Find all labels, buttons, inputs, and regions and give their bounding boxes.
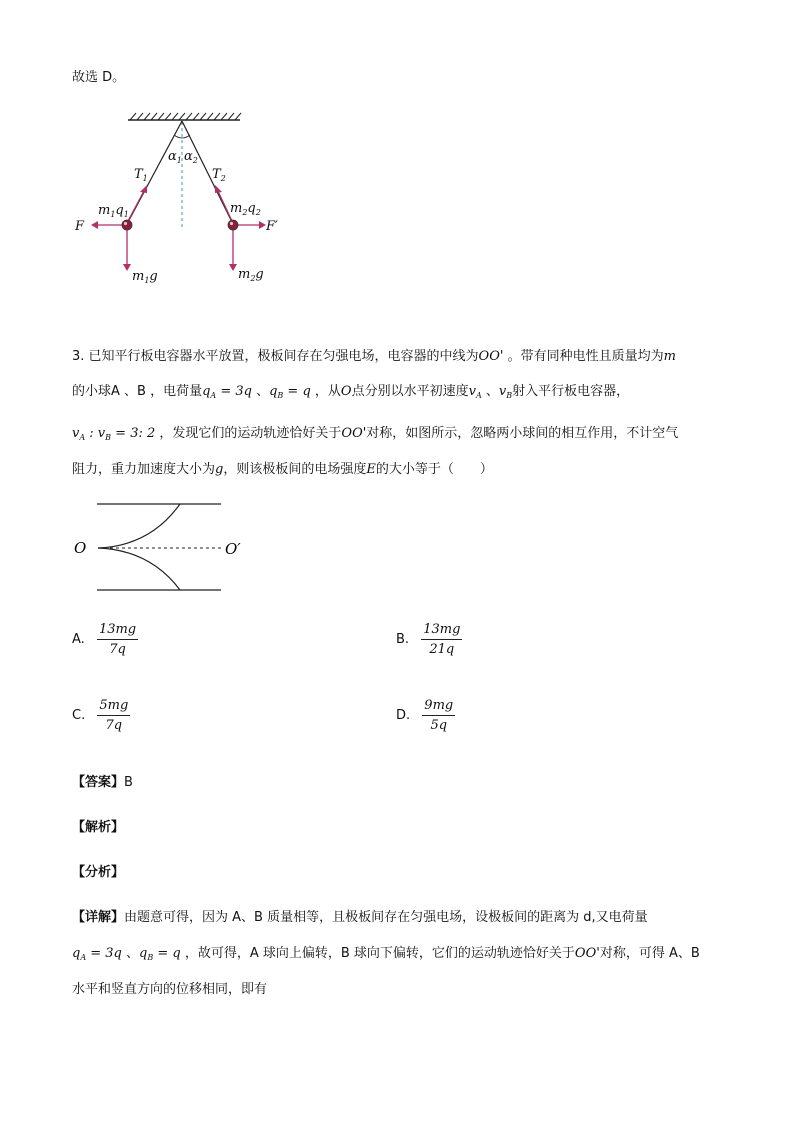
analysis-tag: 【解析】 [72,820,125,835]
label-O: O [74,539,87,557]
option-d-fraction: $\frac{9mg}{5q}$ [424,698,454,733]
option-c-fraction: $\frac{5mg}{7q}$ [99,698,129,733]
trajectory-B [98,548,180,590]
option-d-label: D. [396,708,411,723]
label-F-prime: F′ [266,219,278,234]
label-T2: $T_2$ [212,167,226,183]
capacitor-figure [70,498,260,598]
detail-line-1: 【详解】由题意可得，因为 A、B 质量相等，且极板间存在匀强电场，设极板间的距离为 d,又电荷量 [72,910,648,925]
gravity-arrowhead-1 [123,264,131,271]
ball-1-highlight [124,222,127,225]
option-b-label: B. [396,632,410,647]
ceiling [128,113,241,120]
question-line-2: 的小球A 、B ，电荷量$q_A = 3q$ 、$q_B = q$ ，从O点分别以水平初速度$v_A$ 、$v_B$射入平行板电容器， [72,384,630,400]
label-m1g: $m_1g$ [132,269,158,285]
question-line-3: $v_A$ : $v_B = 3$: 2 ，发现它们的运动轨迹恰好关于OO'对称，如图所示，忽略两小球间的相互作用，不计空气 [72,426,679,442]
force-arrowhead-left [91,221,98,229]
trajectory-A [98,504,180,548]
fenxi-tag: 【分析】 [72,865,125,880]
tension-arrowhead-2 [215,185,222,193]
option-c[interactable] [72,698,130,733]
detail-line-2: $q_A = 3q$ 、$q_B = q$ ，故可得，A 球向上偏转，B 球向下偏转，它们的运动轨迹恰好关于OO'对称，可得 A、B [72,946,700,962]
ball-2 [228,220,238,230]
label-alpha2: $\alpha_2$ [184,149,198,165]
option-d[interactable] [396,698,455,733]
detail-tag: 【详解】 [72,910,125,925]
gravity-arrowhead-2 [229,264,237,271]
previous-conclusion: 故选 D。 [72,70,126,85]
question-line-1: 3. 已知平行板电容器水平放置，极板间存在匀强电场，电容器的中线为OO' 。带有同种电性且质量均为m [72,349,676,364]
pendulum-figure [60,108,300,288]
label-F: F [75,219,85,234]
option-a-label: A. [72,632,85,647]
answer-line [72,771,133,790]
question-line-4: 阻力，重力加速度大小为g，则该极板间的电场强度E的大小等于（ ） [72,462,493,477]
label-m1q1: $m_1q_1$ [98,203,129,219]
label-m2g: $m_2g$ [238,267,264,283]
label-alpha1: $\alpha_1$ [168,149,182,165]
detail-line-3: 水平和竖直方向的位移相同，即有 [72,982,268,997]
tension-arrowhead-1 [140,185,147,193]
tension-arrow-1 [128,189,145,221]
option-b[interactable] [396,622,462,657]
label-O-prime: O′ [225,540,241,558]
answer-tag: 【答案】 [72,775,125,790]
label-T1: $T_1$ [134,167,148,183]
ball-2-highlight [230,222,233,225]
ball-1 [122,220,132,230]
right-string [182,121,233,224]
option-b-fraction: $\frac{13mg}{21q}$ [423,622,461,657]
option-a[interactable] [72,622,138,657]
force-arrowhead-right [259,221,266,229]
label-m2q2: $m_2q_2$ [230,201,261,217]
option-a-fraction: $\frac{13mg}{7q}$ [98,622,137,657]
answer-value: B [124,775,133,790]
option-c-label: C. [72,708,86,723]
